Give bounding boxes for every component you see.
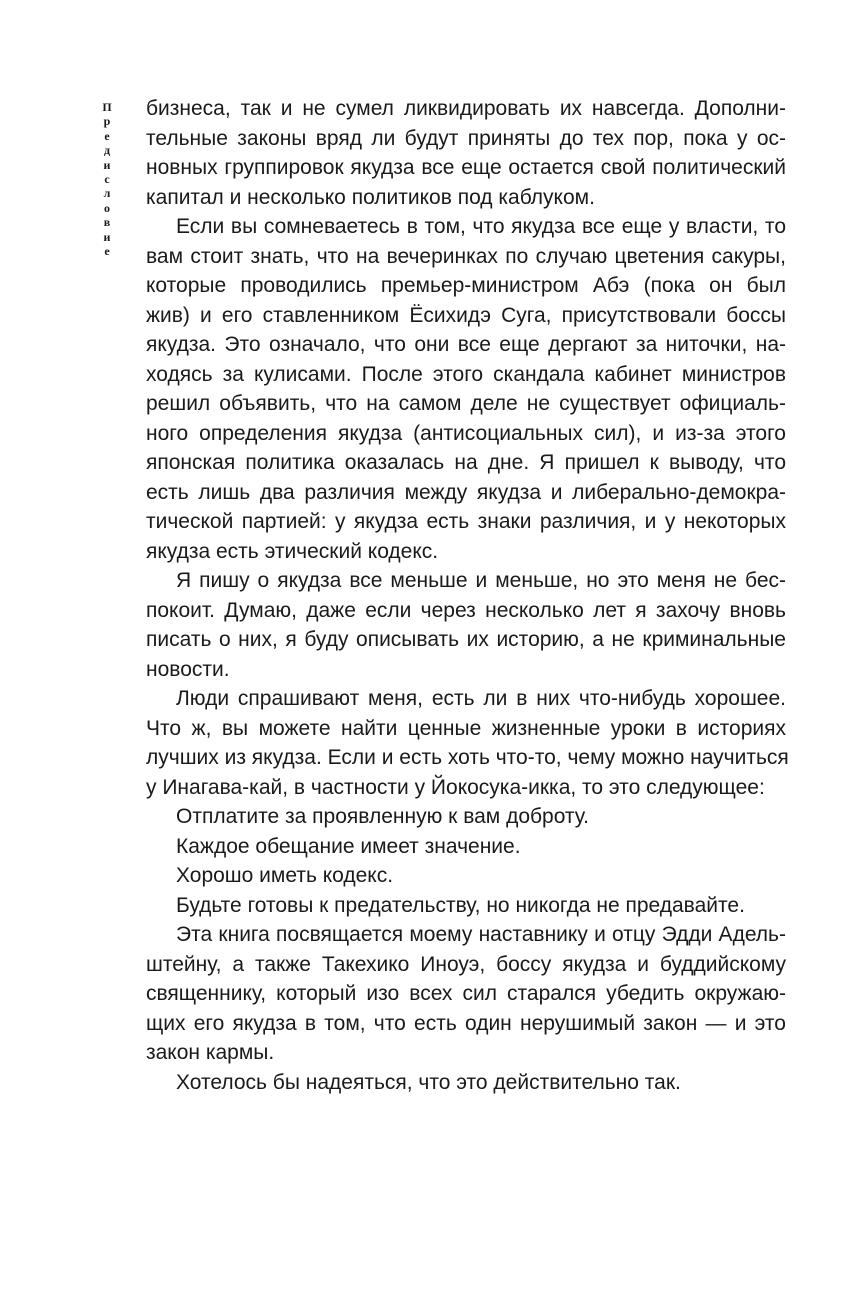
text-line: Что ж, вы можете найти ценные жизненные уроки в историях xyxy=(146,716,786,740)
running-head-letter: П xyxy=(102,100,112,114)
text-line: жив) и его ставленником Ёсихидэ Суга, присутствовали боссы xyxy=(146,303,786,327)
text-line: Я пишу о якудза все меньше и меньше, но это меня не бес- xyxy=(176,569,786,592)
text-line: капитал и несколько политиков под каблуком. xyxy=(146,185,595,209)
text-line: Хорошо иметь кодекс. xyxy=(176,864,394,887)
text-line: Хотелось бы надеяться, что это действительно так. xyxy=(176,1070,681,1094)
paragraph xyxy=(146,684,789,802)
paragraph xyxy=(146,94,786,212)
text-line: ного определения якудза (антисоциальных сил), и из-за этого xyxy=(146,421,786,445)
running-head-letter: в xyxy=(103,215,111,230)
text-line: есть лишь два различия между якудза и либерально-демокра- xyxy=(146,480,786,504)
text-line: Если вы сомневаетесь в том, что якудза все еще у власти, то xyxy=(176,215,786,238)
text-line: бизнеса, так и не сумел ликвидировать их навсегда. Дополни- xyxy=(146,97,786,120)
running-head-letter: о xyxy=(104,200,110,215)
text-line: тической партией: у якудза есть знаки различия, и у некоторых xyxy=(146,510,786,533)
text-line: штейну, а также Такехико Иноуэ, боссу якудза и буддийскому xyxy=(146,952,786,976)
running-head-letter: и xyxy=(103,229,111,244)
paragraph xyxy=(146,861,786,891)
text-line: тельные законы вряд ли будут приняты до тех пор, пока у ос- xyxy=(146,126,786,150)
paragraph xyxy=(146,920,786,1068)
paragraph xyxy=(146,212,786,566)
text-line: якудза есть этический кодекс. xyxy=(146,539,439,563)
text-line: щих его якудза в том, что есть один нерушимый закон — и это xyxy=(146,1011,786,1035)
paragraph xyxy=(146,832,786,862)
text-line: решил объявить, что на самом деле не существует официаль- xyxy=(146,392,786,415)
running-head-letter: с xyxy=(104,172,110,187)
text-line: Отплатите за проявленную к вам доброту. xyxy=(176,805,590,828)
text-line: Каждое обещание имеет значение. xyxy=(176,834,521,858)
text-line: японская политика оказалась на дне. Я пришел к выводу, что xyxy=(146,451,786,474)
text-line: вам стоит знать, что на вечеринках по случаю цветения сакуры, xyxy=(146,244,786,268)
text-line: новных группировок якудза все еще остается свой политический xyxy=(146,156,786,179)
text-line: ходясь за кулисами. После этого скандала кабинет министров xyxy=(146,362,786,386)
text-line: Будьте готовы к предательству, но никогда не предавайте. xyxy=(176,893,745,917)
text-line: которые проводились премьер-министром Абэ (пока он был xyxy=(146,274,786,297)
text-line: Люди спрашивают меня, есть ли в них что-нибудь хорошее. xyxy=(176,687,786,710)
running-head xyxy=(97,100,117,258)
running-head-letter: е xyxy=(104,128,110,143)
text-line: покоит. Думаю, даже если через несколько лет я захочу вновь xyxy=(146,598,786,622)
running-head-letter: л xyxy=(103,186,111,201)
running-head-letter: и xyxy=(103,157,111,172)
paragraph xyxy=(146,566,786,684)
text-line: писать о них, я буду описывать их историю, а не криминальные xyxy=(146,628,786,651)
text-line: у Инагава-кай, в частности у Йокосука-икка, то это следующее: xyxy=(146,775,765,799)
text-line: священнику, который изо всех сил старался убедить окружаю- xyxy=(146,982,786,1005)
text-line: лучших из якудза. Если и есть хоть что-то, чему можно научиться xyxy=(146,746,789,769)
paragraph xyxy=(146,802,786,832)
running-head-letter: р xyxy=(103,114,111,129)
body-text xyxy=(146,94,789,1097)
text-line: Эта книга посвящается моему наставнику и отцу Эдди Адель- xyxy=(176,923,786,946)
text-line: новости. xyxy=(146,657,230,681)
paragraph xyxy=(146,1068,786,1098)
paragraph xyxy=(146,891,786,921)
running-head-letter: е xyxy=(104,244,110,259)
text-line: якудза. Это означало, что они все еще дергают за ниточки, на- xyxy=(146,333,786,356)
running-head-letter: д xyxy=(103,143,111,158)
text-line: закон кармы. xyxy=(146,1041,275,1064)
